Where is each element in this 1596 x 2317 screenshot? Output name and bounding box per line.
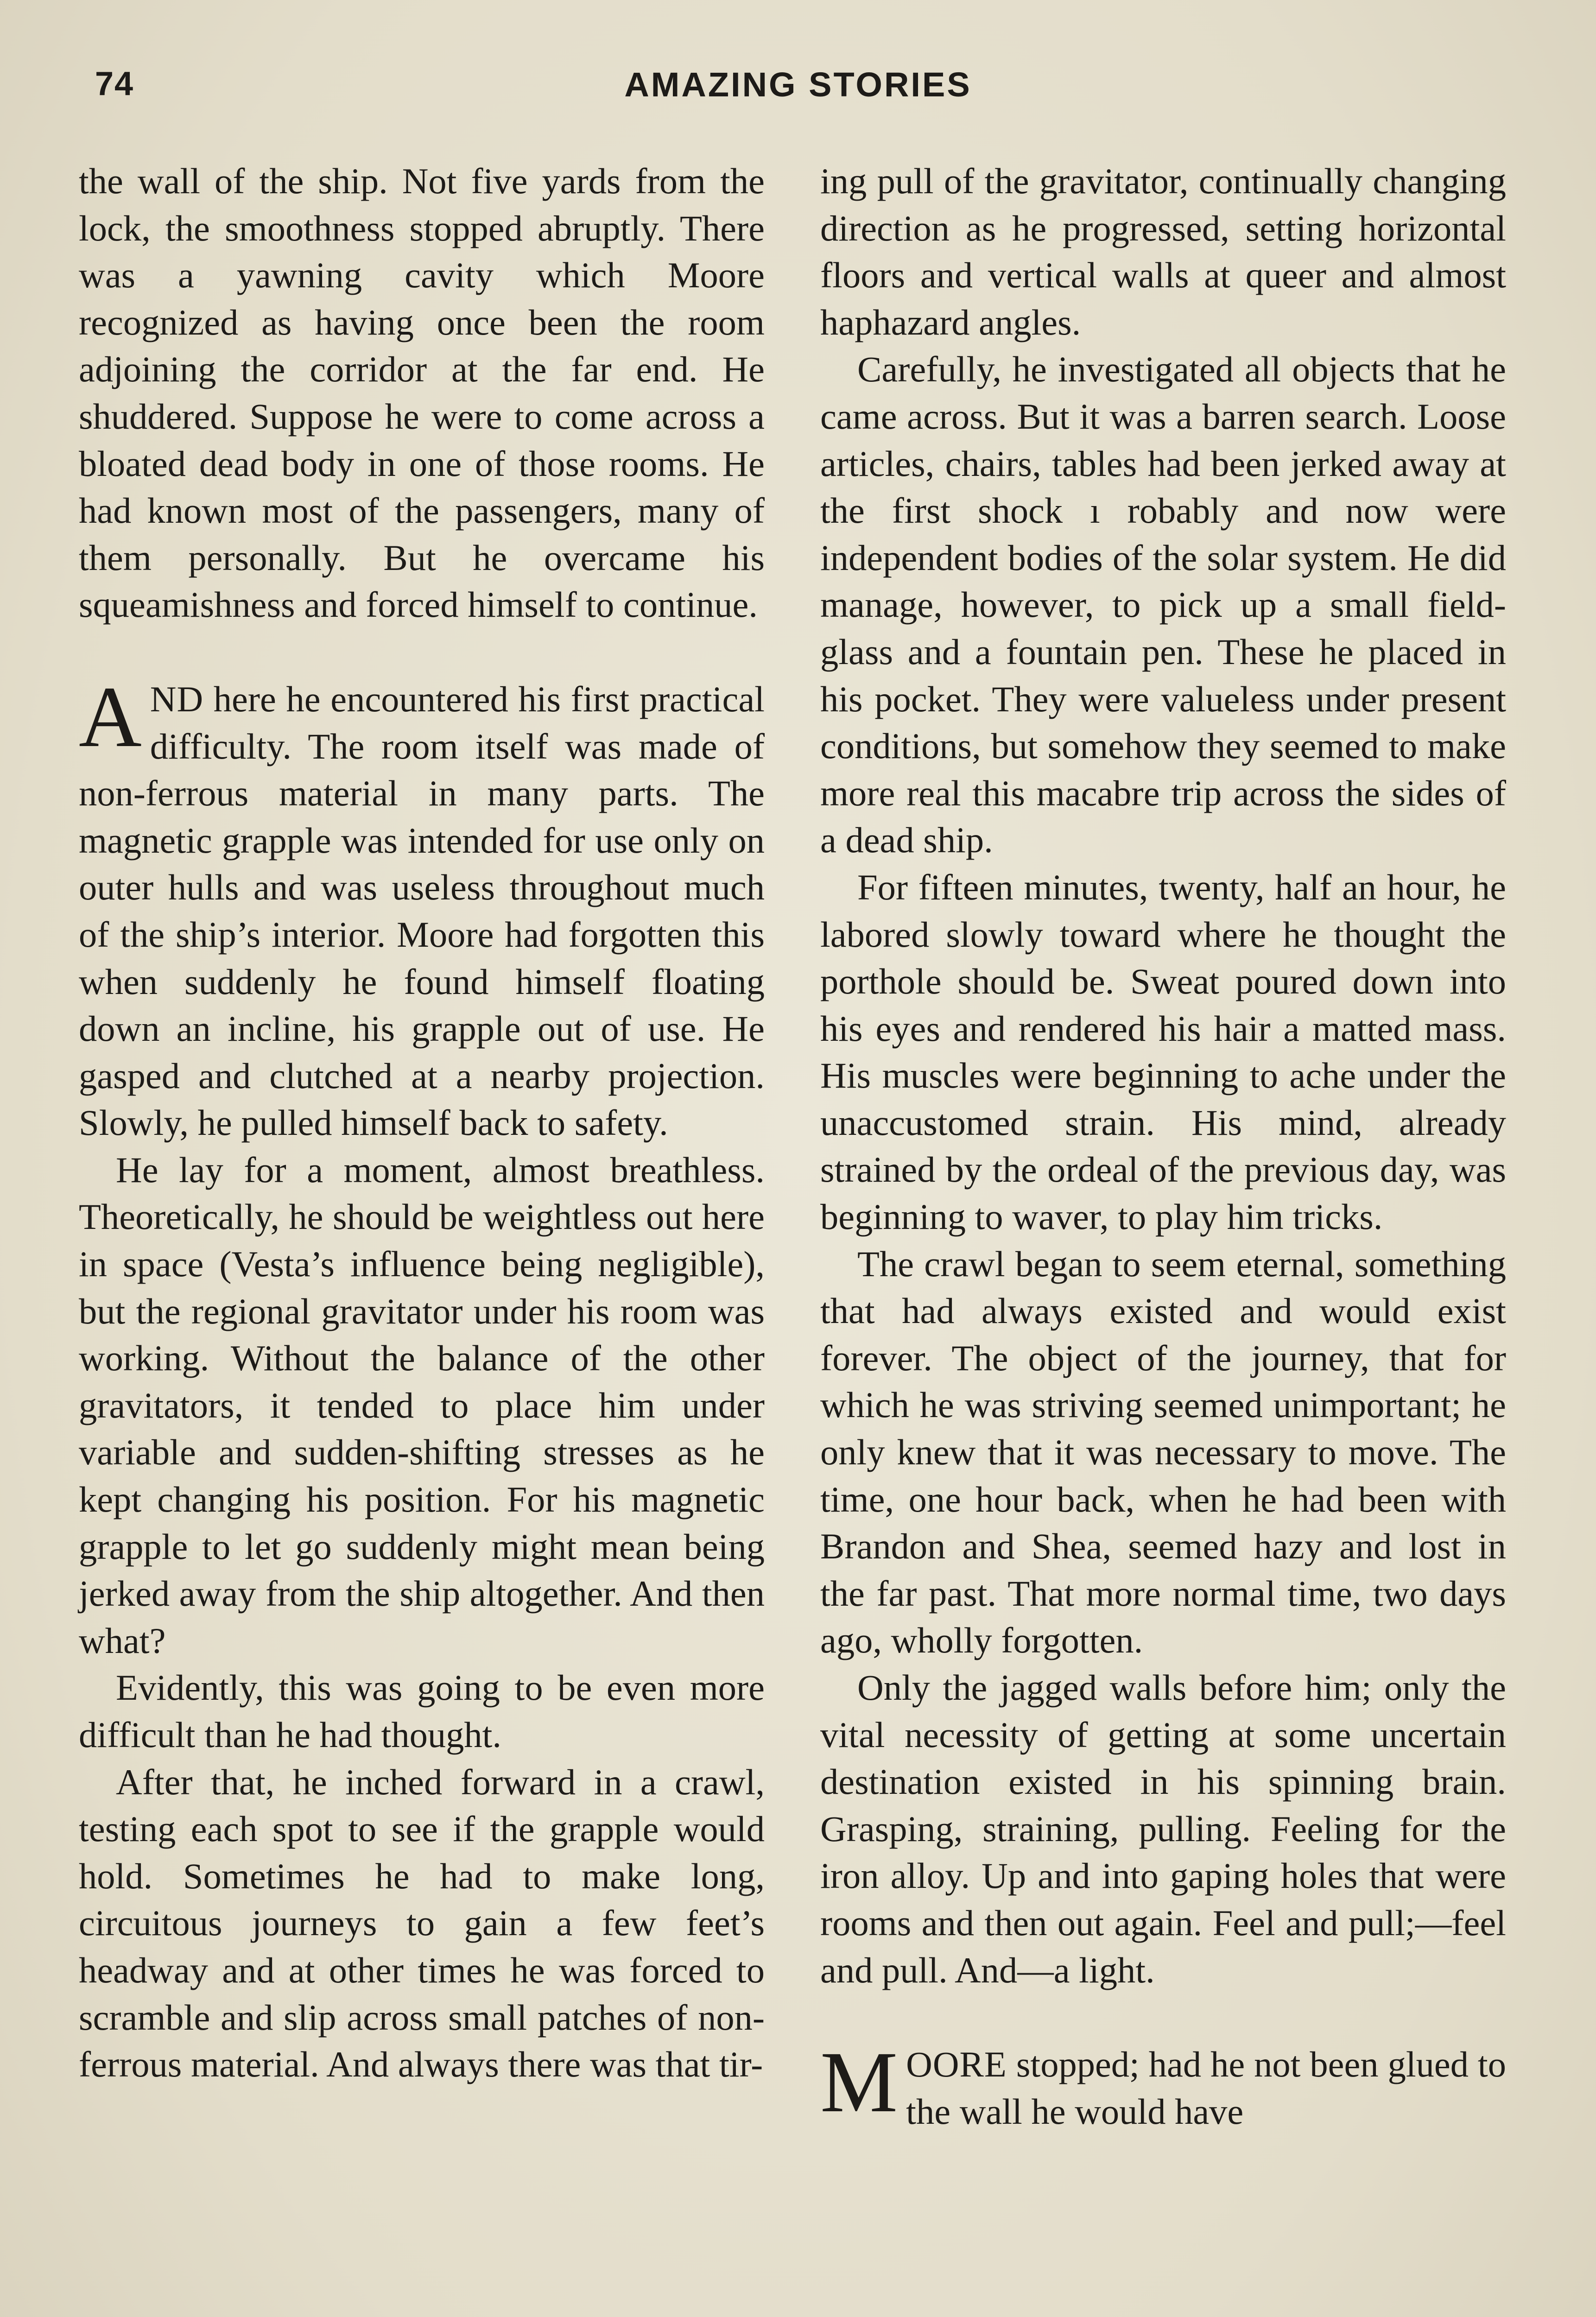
paragraph: the wall of the ship. Not five yards from the lock, the smoothness stopped abruptly. There was a yawning cavity which Moore recognized as having once been the room adjoining the corridor at the far end. He shuddered. Suppose he were to come across a bloated dead body in one of those rooms. He had known most of the passengers, many of them personally. But he overcame his squeamishness and forced himself to continue.: [79, 161, 765, 625]
lead-in-smallcaps: ND: [150, 678, 204, 719]
page-number: 74: [95, 65, 134, 102]
paragraph: For fifteen minutes, twenty, half an hour, he labored slowly toward where he thought the porthole should be. Sweat poured down into his eyes and rendered his hair a matted mass. His muscles were beginning to ache under the unaccustomed strain. His mind, already strained by the ordeal of the previous day, was beginning to waver, to play him tricks.: [820, 867, 1506, 1237]
paragraph: He lay for a moment, almost breathless. Theoretically, he should be weightless out here in space (Vesta’s influence being negligible), but the regional gravitator under his room was working. Without the balance of the other gravitators, it tended to place him under variable and sudden-shifting stresses as he kept changing his position. For his magnetic grapple to let go suddenly might mean being jerked away from the ship altogether. And then what?: [79, 1149, 765, 1661]
drop-cap: M: [820, 2033, 898, 2131]
paragraph: The crawl began to seem eternal, something that had always existed and would exist forever. The object of the journey, that for which he was striving seemed unimportant; he only knew that it was necessary to move. The time, one hour back, when he had been with Brandon and Shea, seemed hazy and lost in the far past. That more normal time, two days ago, wholly forgotten.: [820, 1243, 1506, 1661]
paragraph: Carefully, he investigated all objects that he came across. But it was a barren search. Loose articles, chairs, tables had been jerked away at the first shock ı robably and now were independent bodies of the solar system. He did manage, however, to pick up a small field-glass and a fountain pen. These he placed in his pocket. They were valueless under present conditions, but somehow they seemed to make more real this macabre trip across the sides of a dead ship.: [820, 349, 1506, 861]
paragraph: ing pull of the gravitator, continually changing direction as he progressed, setting horizontal floors and vertical walls at queer and almost haphazard angles.: [820, 161, 1506, 342]
page-header: [0, 65, 1596, 120]
lead-in-smallcaps: OORE: [906, 2044, 1007, 2085]
paragraph: Only the jagged walls before him; only the vital necessity of getting at some uncertain destination existed in his spinning brain. Grasping, straining, pulling. Feeling for the iron alloy. Up and into gaping holes that were rooms and then out again. Feel and pull;—feel and pull. And—a light.: [820, 1667, 1506, 1990]
paragraph-text: stopped; had he not been glued to the wall he would have: [906, 2044, 1506, 2132]
running-head: AMAZING STORIES: [624, 65, 972, 104]
paragraph-dropcap: [820, 2033, 1506, 2135]
paragraph: After that, he inched forward in a crawl, testing each spot to see if the grapple would hold. Sometimes he had to make long, circuitous journeys to gain a few feet’s headway and at other times he was forced to scramble and slip across small patches of non-ferrous material. And always there was that tir-: [79, 1761, 765, 2085]
paragraph-text: here he encountered his first practical difficulty. The room itself was made of non-ferrous material in many parts. The magnetic grapple was intended for use only on outer hulls and was useless throughout much of the ship’s interior. Moore had forgotten this when suddenly he found himself floating down an incline, his grapple out of use. He gasped and clutched at a nearby projection. Slowly, he pulled himself back to safety.: [79, 678, 765, 1143]
paragraph: Evidently, this was going to be even more difficult than he had thought.: [79, 1667, 765, 1755]
paragraph-dropcap: [79, 668, 765, 1146]
drop-cap: A: [79, 668, 142, 765]
left-column: [79, 158, 765, 2088]
right-column: [820, 158, 1506, 2135]
